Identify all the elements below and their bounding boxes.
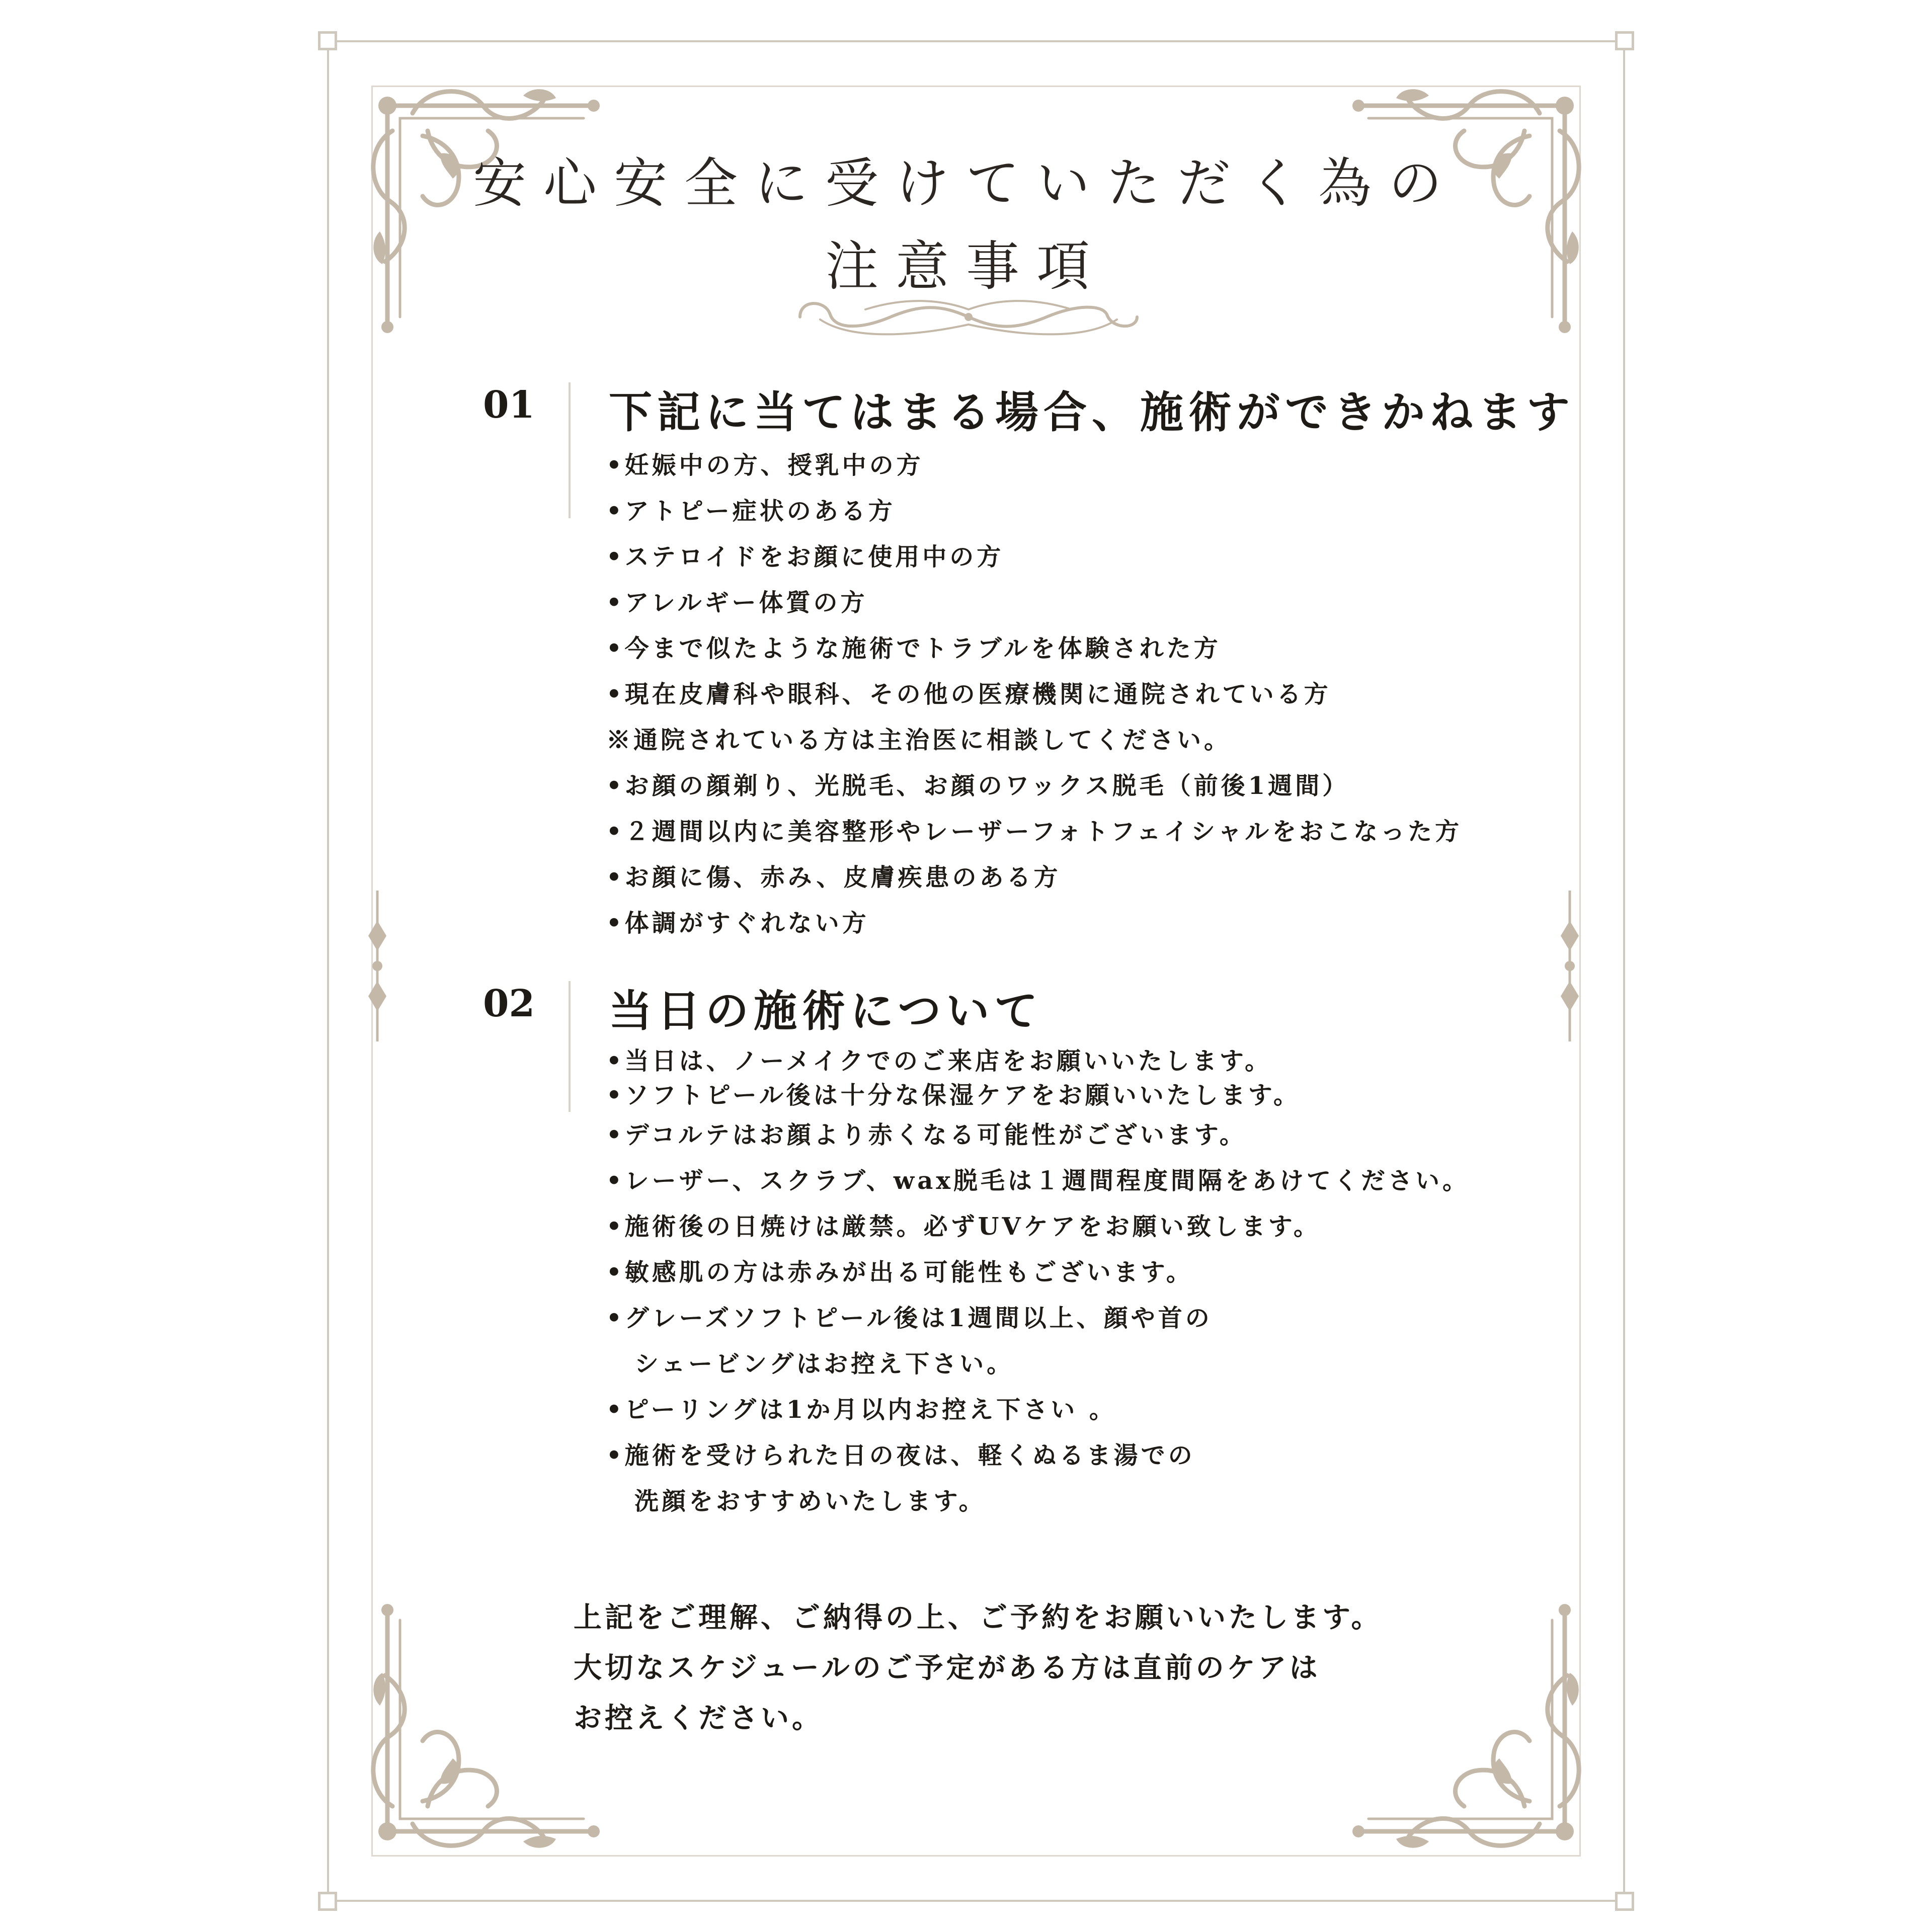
list-item: •当日は、ノーメイクでのご来店をお願いいたします。	[606, 1047, 1272, 1075]
corner-ornament-bottom-left	[352, 1590, 604, 1872]
list-item: •お顔の顔剃り、光脱毛、お顔のワックス脱毛（前後1週間）	[606, 772, 1350, 800]
frame-corner-square-bottom-right	[1615, 1892, 1634, 1911]
section-number: 02	[483, 982, 535, 1025]
list-item: •現在皮膚科や眼科、その他の医療機関に通院されている方	[606, 680, 1331, 708]
section-heading: 下記に当てはまる場合、施術ができかねます	[609, 387, 1575, 438]
list-item: •今まで似たような施術でトラブルを体験された方	[606, 634, 1221, 663]
closing-line: 大切なスケジュールのご予定がある方は直前のケアは	[574, 1651, 1321, 1684]
page-title-line-2: 注意事項	[825, 235, 1107, 297]
closing-note	[574, 1592, 1383, 1743]
list-item: •施術を受けられた日の夜は、軽くぬるま湯での	[606, 1441, 1195, 1470]
section-item-list	[606, 1044, 1470, 1524]
frame-corner-square-bottom-left	[318, 1892, 337, 1911]
list-item: •デコルテはお顔より赤くなる可能性がございます。	[606, 1121, 1247, 1149]
list-item: •体調がすぐれない方	[606, 909, 869, 937]
section-heading: 当日の施術について	[609, 986, 1043, 1036]
list-item: •お顔に傷、赤み、皮膚疾患のある方	[606, 863, 1061, 892]
closing-line: お控えください。	[574, 1702, 823, 1735]
list-item: 洗顔をおすすめいたします。	[634, 1487, 986, 1515]
list-item: •敏感肌の方は赤みが出る可能性もございます。	[606, 1258, 1193, 1286]
section-number: 01	[483, 383, 535, 427]
list-item: •グレーズソフトピール後は1週間以上、顔や首の	[606, 1304, 1213, 1332]
list-item: •ステロイドをお顔に使用中の方	[606, 543, 1004, 571]
page-title-line-1: 安心安全に受けていただく為の	[473, 152, 1459, 214]
closing-line: 上記をご理解、ご納得の上、ご予約をお願いいたします。	[574, 1601, 1383, 1634]
list-item: •レーザー、スクラブ、wax脱毛は１週間程度間隔をあけてください。	[606, 1167, 1470, 1195]
section-item-list	[606, 443, 1462, 946]
section-divider	[569, 382, 571, 518]
frame-corner-square-top-right	[1615, 31, 1634, 50]
side-ornament-left	[362, 891, 392, 1041]
list-item: •妊娠中の方、授乳中の方	[606, 451, 924, 479]
corner-ornament-bottom-right	[1348, 1590, 1600, 1872]
list-item: ※通院されている方は主治医に相談してください。	[606, 726, 1232, 754]
frame-corner-square-top-left	[318, 31, 337, 50]
title-flourish	[790, 289, 1147, 345]
list-item: •ピーリングは1か月以内お控え下さい 。	[606, 1396, 1116, 1424]
list-item: •ソフトピール後は十分な保湿ケアをお願いいたします。	[606, 1081, 1301, 1109]
side-ornament-right	[1555, 891, 1585, 1041]
list-item: •アトピー症状のある方	[606, 497, 896, 525]
list-item: •２週間以内に美容整形やレーザーフォトフェイシャルをおこなった方	[606, 818, 1463, 846]
list-item: シェービングはお控え下さい。	[634, 1350, 1014, 1378]
section-divider	[569, 981, 571, 1112]
list-item: •施術後の日焼けは厳禁。必ずUVケアをお願い致します。	[606, 1213, 1321, 1241]
list-item: •アレルギー体質の方	[606, 589, 868, 617]
